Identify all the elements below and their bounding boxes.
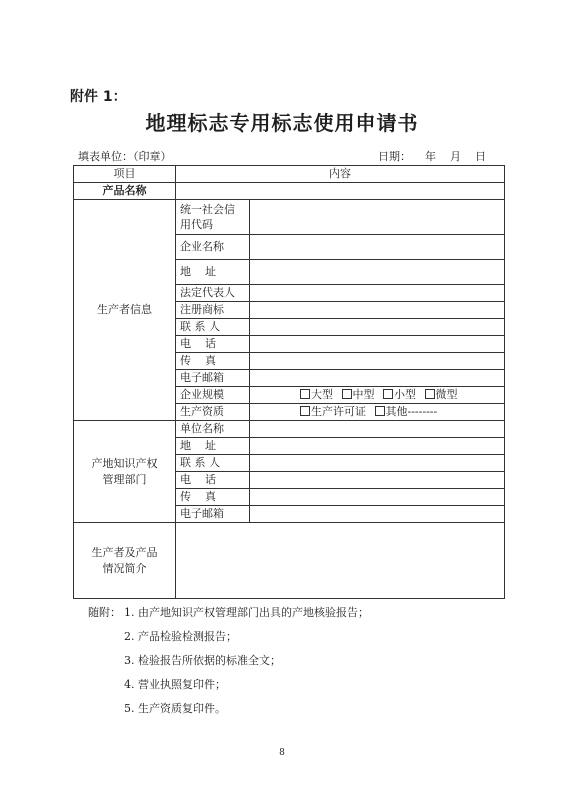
company-name-label: 企业名称 bbox=[176, 235, 250, 260]
qualification-label: 生产资质 bbox=[176, 404, 250, 421]
qualification-options bbox=[250, 404, 505, 421]
scale-label: 企业规模 bbox=[176, 387, 250, 404]
appendix-item-4: 4. 营业执照复印件； bbox=[124, 678, 226, 691]
legal-rep-field[interactable] bbox=[250, 285, 505, 302]
email-field[interactable] bbox=[250, 370, 505, 387]
date-label: 日期： 年 月 日 bbox=[378, 150, 486, 163]
appendix-list bbox=[88, 603, 369, 723]
qualification-option-other[interactable]: 其他-------- bbox=[375, 405, 438, 418]
appendix-item-5: 5. 生产资质复印件。 bbox=[124, 702, 226, 715]
list-item bbox=[88, 699, 369, 723]
trademark-label: 注册商标 bbox=[176, 302, 250, 319]
ip-address-label: 地 址 bbox=[176, 438, 250, 455]
contact-field[interactable] bbox=[250, 319, 505, 336]
fill-unit-label: 填表单位：（印章） bbox=[78, 150, 172, 163]
list-item bbox=[88, 603, 369, 627]
page-number: 8 bbox=[279, 748, 285, 758]
ip-contact-field[interactable] bbox=[250, 455, 505, 472]
phone-field[interactable] bbox=[250, 336, 505, 353]
appendix-label: 随附： bbox=[88, 606, 121, 619]
ip-contact-label: 联 系 人 bbox=[176, 455, 250, 472]
ip-address-field[interactable] bbox=[250, 438, 505, 455]
scale-options bbox=[250, 387, 505, 404]
credit-code-label: 统一社会信用代码 bbox=[176, 200, 250, 235]
list-item bbox=[88, 675, 369, 699]
appendix-item-1: 1. 由产地知识产权管理部门出具的产地核验报告； bbox=[124, 606, 369, 619]
intro-row bbox=[74, 523, 505, 599]
ip-dept-group-label: 产地知识产权管理部门 bbox=[74, 421, 176, 523]
ip-unit-field[interactable] bbox=[250, 421, 505, 438]
trademark-field[interactable] bbox=[250, 302, 505, 319]
scale-option-medium[interactable]: 中型 bbox=[342, 388, 375, 401]
ip-email-field[interactable] bbox=[250, 506, 505, 523]
ip-phone-field[interactable] bbox=[250, 472, 505, 489]
product-name-field[interactable] bbox=[176, 183, 505, 200]
scale-option-micro[interactable]: 微型 bbox=[425, 388, 458, 401]
qualification-option-license[interactable]: 生产许可证 bbox=[300, 405, 366, 418]
ip-fax-label: 传 真 bbox=[176, 489, 250, 506]
fax-field[interactable] bbox=[250, 353, 505, 370]
scale-option-small[interactable]: 小型 bbox=[383, 388, 416, 401]
legal-rep-label: 法定代表人 bbox=[176, 285, 250, 302]
ip-fax-field[interactable] bbox=[250, 489, 505, 506]
checkbox-icon bbox=[342, 389, 352, 399]
checkbox-icon bbox=[300, 389, 310, 399]
email-label: 电子邮箱 bbox=[176, 370, 250, 387]
fax-label: 传 真 bbox=[176, 353, 250, 370]
intro-field[interactable] bbox=[176, 523, 505, 599]
attachment-label: 附件 1： bbox=[70, 89, 127, 105]
checkbox-icon bbox=[375, 406, 385, 416]
application-form-table bbox=[73, 165, 505, 599]
header-item: 项目 bbox=[74, 166, 176, 183]
list-item bbox=[88, 651, 369, 675]
ip-unit-label: 单位名称 bbox=[176, 421, 250, 438]
table-row bbox=[74, 421, 505, 438]
product-name-row bbox=[74, 183, 505, 200]
appendix-item-2: 2. 产品检验检测报告； bbox=[124, 630, 237, 643]
phone-label: 电 话 bbox=[176, 336, 250, 353]
table-row bbox=[74, 200, 505, 235]
contact-label: 联 系 人 bbox=[176, 319, 250, 336]
table-header-row bbox=[74, 166, 505, 183]
checkbox-icon bbox=[383, 389, 393, 399]
product-name-label: 产品名称 bbox=[74, 183, 176, 200]
header-content: 内容 bbox=[176, 166, 505, 183]
ip-email-label: 电子邮箱 bbox=[176, 506, 250, 523]
address-label: 地 址 bbox=[176, 260, 250, 285]
checkbox-icon bbox=[425, 389, 435, 399]
appendix-item-3: 3. 检验报告所依据的标准全文； bbox=[124, 654, 281, 667]
scale-option-large[interactable]: 大型 bbox=[300, 388, 333, 401]
credit-code-field[interactable] bbox=[250, 200, 505, 235]
document-title: 地理标志专用标志使用申请书 bbox=[145, 111, 419, 135]
producer-info-group-label: 生产者信息 bbox=[74, 200, 176, 421]
company-name-field[interactable] bbox=[250, 235, 505, 260]
intro-group-label: 生产者及产品情况简介 bbox=[74, 523, 176, 599]
ip-phone-label: 电 话 bbox=[176, 472, 250, 489]
checkbox-icon bbox=[300, 406, 310, 416]
list-item bbox=[88, 627, 369, 651]
address-field[interactable] bbox=[250, 260, 505, 285]
